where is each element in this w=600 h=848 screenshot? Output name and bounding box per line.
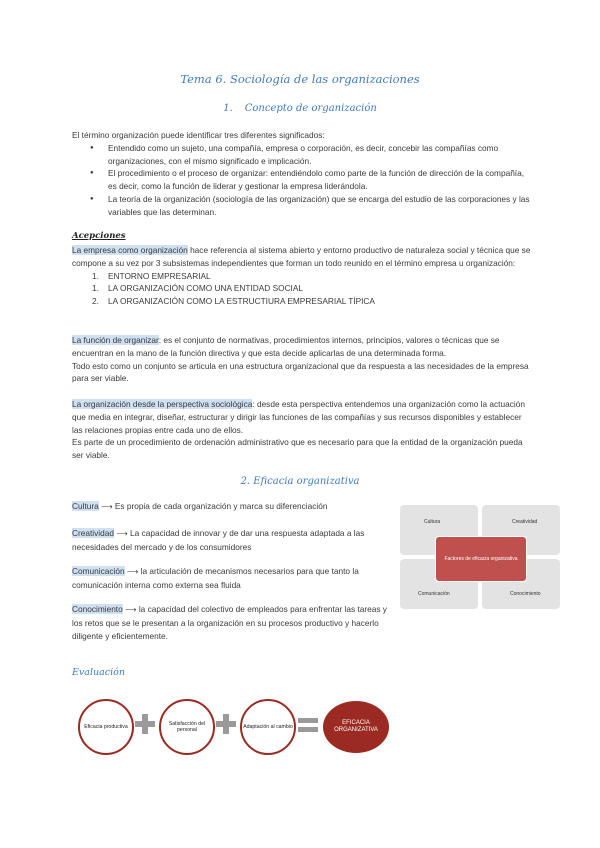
acepcion-sociologica-text: : desde esta perspectiva entendemos una organización como la actuación que media en integrar, diseñar, estructurar y dirigir las funciones de las compañías y sus recursos disponibles y establecer las relaciones propias entre cada uno de ellos. [72, 399, 525, 435]
subsystems-list [72, 270, 532, 308]
list-text: ENTORNO EMPRESARIAL [108, 270, 211, 281]
highlight-funcion: La función de organizar [72, 335, 159, 345]
factor-conocimiento [72, 603, 392, 642]
arrow-icon: ⟶ [116, 529, 128, 538]
list-item [72, 295, 532, 308]
list-number: 1. [92, 283, 99, 294]
factors-diagram [400, 505, 560, 609]
highlight-creatividad: Creatividad [72, 528, 114, 538]
highlight-conocimiento: Conocimiento [72, 604, 123, 614]
quad-label: Cultura [424, 519, 441, 525]
acepciones-heading: Acepciones [72, 231, 126, 241]
acepcion-funcion [72, 334, 532, 385]
factor-text: Es propia de cada organización y marca su diferenciación [112, 501, 328, 511]
acepcion-empresa-text: hace referencia al sistema abierto y entorno productivo de naturaleza social y técnica que se compone a su vez por 3 subsistemas independientes que forman un todo reunido en el término empresa u organización: [72, 245, 531, 268]
circle-adaptacion: Adaptación al cambio [240, 699, 296, 755]
factor-creatividad [72, 527, 392, 554]
plus-icon [135, 714, 155, 734]
list-number: 1. [92, 270, 99, 281]
circle-eficacia-organizativa: EFICACIA ORGANIZATIVA [323, 701, 389, 753]
highlight-comunicacion: Comunicación [72, 566, 125, 576]
list-number: 2. [92, 296, 99, 307]
plus-icon [216, 714, 236, 734]
quad-label: Conocimiento [510, 591, 541, 597]
factor-text: la capacidad del colectivo de empleados para enfrentar las tareas y los retos que se le presentan a la organización en su procesos productivo y hacerlo diligente y eficientemente. [72, 604, 387, 641]
highlight-empresa: La empresa como organización [72, 245, 188, 255]
intro-bullets [72, 142, 532, 219]
quad-label: Comunicación [418, 591, 450, 597]
section-1-number: 1. [223, 103, 233, 114]
section-1-heading [0, 103, 600, 114]
section-1-title: Concepto de organización [244, 103, 377, 114]
arrow-icon: ⟶ [125, 605, 137, 614]
intro-bullet: ● El procedimiento o el proceso de organizar: entendiéndolo como parte de la función de dirección de la compañía, es decir, como la función de liderar y gestionar la empresa liderándola. [72, 167, 532, 193]
highlight-sociologica: La organización desde la perspectiva sociológica [72, 399, 253, 409]
acepcion-funcion-text: : es el conjunto de normativas, procedimientos internos, principios, valores o técnicas que se encuentran en la mano de la función directiva y que esta decide aplicarlas de una determinada forma. [72, 335, 500, 358]
diagram-center: Factores de eficacia organizativa [435, 536, 527, 582]
equals-icon [298, 717, 318, 733]
section-2-heading: 2. Eficacia organizativa [240, 476, 360, 487]
arrow-icon: ⟶ [101, 502, 113, 511]
evaluacion-heading: Evaluación [72, 667, 125, 678]
intro-lead: El término organización puede identificar tres diferentes significados: [72, 130, 325, 140]
acepcion-funcion-text-2: Todo esto como un conjunto se articula en una estructura organizacional que da respuesta a las necesidades de la empresa para ser viable. [72, 360, 529, 384]
list-text: LA ORGANIZACIÓN COMO LA ESTRUCTIURA EMPRESARIAL TÍPICA [108, 296, 375, 307]
page-title: Tema 6. Sociología de las organizaciones [180, 72, 420, 86]
quad-label: Creatividad [512, 519, 538, 525]
intro-bullet: ● Entendido como un sujeto, una compañía, empresa o corporación, es decir, concebir las compañías como organizaciones, con el mismo significado e implicación. [72, 142, 532, 168]
factor-text: la articulación de mecanismos necesarios para que tanto la comunicación interna como externa sea fluida [72, 566, 359, 590]
acepcion-sociologica [72, 398, 532, 462]
list-text: LA ORGANIZACIÓN COMO UNA ENTIDAD SOCIAL [108, 283, 304, 294]
factor-text: La capacidad de innovar y de dar una respuesta adaptada a las necesidades del mercado y de los consumidores [72, 528, 365, 552]
intro-bullet: ● La teoría de la organización (sociología de las organización) que se encarga del estudio de las corporaciones y las variables que las determinan. [72, 193, 532, 219]
circle-satisfaccion: Satisfacción del personal [159, 699, 215, 755]
factor-comunicacion [72, 565, 392, 592]
acepcion-sociologica-text-2: Es parte de un procedimiento de ordenación administrativo que es necesario para que la entidad de la organización pueda ser viable. [72, 437, 523, 461]
highlight-cultura: Cultura [72, 501, 99, 511]
factor-cultura [72, 500, 392, 514]
list-item [72, 270, 532, 283]
arrow-icon: ⟶ [126, 567, 139, 576]
circle-eficacia-productiva: Eficacia productiva [78, 699, 134, 755]
acepcion-empresa [72, 244, 532, 308]
intro-block [72, 129, 532, 219]
list-item [72, 282, 532, 295]
